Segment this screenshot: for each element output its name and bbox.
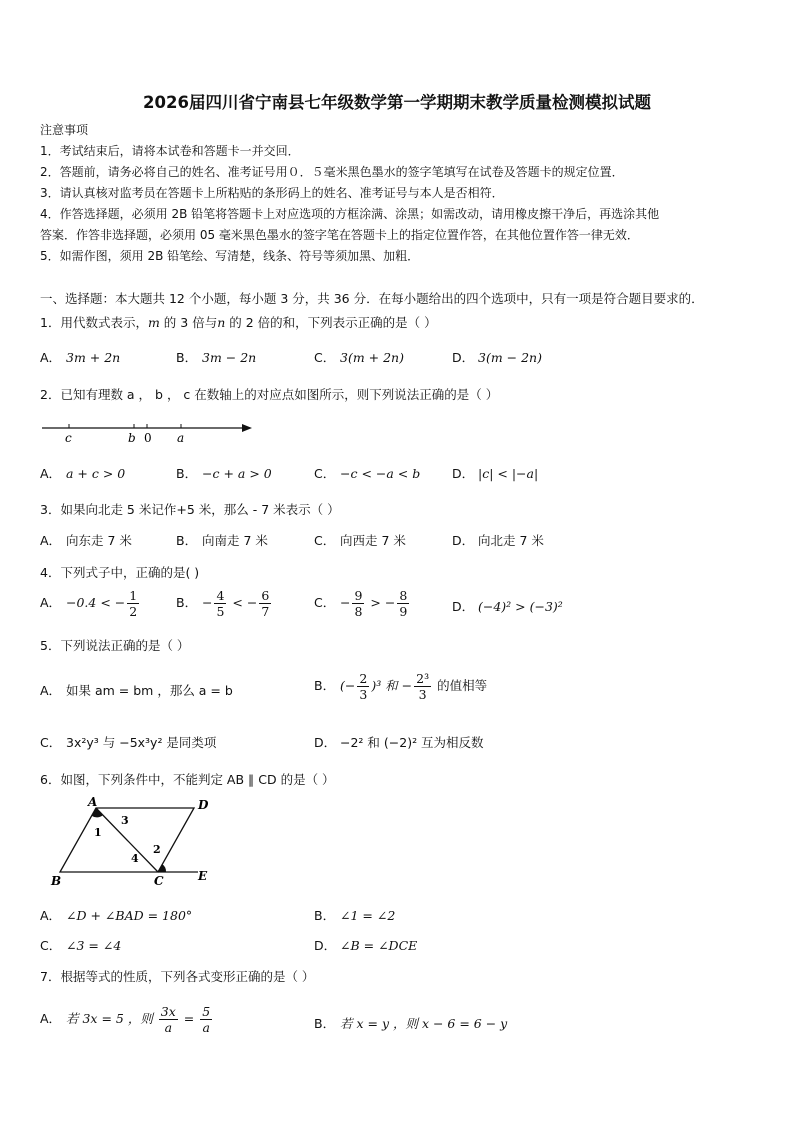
denominator: 8 [354,604,363,619]
option-label: D． [452,599,475,614]
option-label: C． [40,735,62,750]
fraction [414,671,431,702]
option-label: D． [314,938,337,953]
q4-option-c[interactable] [314,588,411,619]
option-expr: a + c > 0 [66,466,126,481]
question-4-stem: 4．下列式子中，正确的是( ) [40,565,200,580]
option-expr: > − [366,595,396,610]
q2-option-b[interactable] [176,464,272,482]
label-B: B [51,874,62,888]
option-expr: 向北走 7 米 [478,533,544,548]
option-label: B． [176,533,198,548]
option-expr: 3(m + 2n) [340,350,404,365]
option-expr: (− [340,678,356,693]
fraction [200,1004,212,1035]
option-expr: 3m − 2n [202,350,257,365]
option-expr: ∠3 = ∠4 [66,938,122,953]
q7-option-a[interactable] [40,1004,214,1035]
option-expr: 向东走 7 米 [66,533,132,548]
q5-option-c[interactable] [40,733,216,751]
option-expr: |c| < |−a| [478,466,539,481]
option-expr: 向南走 7 米 [202,533,268,548]
denominator: a [164,1020,173,1035]
note-line: 1．考试结束后，请将本试卷和答题卡一并交回． [40,144,300,158]
numerator: 6 [261,588,270,603]
fraction [127,588,139,619]
page-title: 2026届四川省宁南县七年级数学第一学期期末教学质量检测模拟试题 [143,93,651,112]
q7-option-b[interactable] [314,1014,507,1032]
option-expr: 3x²y³ 与 −5x³y² 是同类项 [66,735,217,750]
note-line: 4．作答选择题，必须用 2B 铅笔将答题卡上对应选项的方框涂满、涂黑；如需改动，请用橡皮擦干净后，再选涂其他 [40,207,660,221]
q6-option-c[interactable] [40,936,121,954]
denominator: 9 [399,604,408,619]
q6-option-b[interactable] [314,906,395,924]
denominator: a [202,1020,210,1035]
question-6-stem: 6．如图，下列条件中，不能判定 AB ∥ CD 的是（ ） [40,772,335,787]
denominator: 2 [129,604,138,619]
q3-option-c[interactable] [314,531,406,549]
fraction [259,588,271,619]
note-line: 2．答题前，请务必将自己的姓名、准考证号用０．５毫米黑色墨水的签字笔填写在试卷及答题卡的规定位置． [40,165,624,179]
option-label: B． [176,350,198,365]
option-expr: 3m + 2n [66,350,121,365]
option-expr: − [340,595,351,610]
angle-2-label: 2 [153,843,161,856]
option-expr: −2² 和 (−2)² 互为相反数 [340,735,484,750]
option-label: A． [40,350,62,365]
q6-option-d[interactable] [314,936,417,954]
option-label: C． [314,466,336,481]
option-label: C． [314,350,336,365]
option-label: B． [176,466,198,481]
q1-stem-part: 的 2 倍的和，下列表示正确的是（ ） [225,315,437,330]
q1-option-c[interactable] [314,348,404,366]
q2-option-d[interactable] [452,464,538,482]
option-label: C． [40,938,62,953]
option-expr: −c + a > 0 [202,466,272,481]
option-label: B． [314,1016,336,1031]
option-expr: ∠1 = ∠2 [340,908,396,923]
option-expr: 若 x = y ，则 x − 6 = 6 − y [340,1016,508,1031]
numerator: 2³ [416,671,430,686]
option-label: C． [314,595,336,610]
angle-1-label: 1 [94,826,102,839]
q4-option-b[interactable] [176,588,273,619]
option-label: D． [452,466,475,481]
fraction [159,1004,178,1035]
option-label: B． [314,678,336,693]
option-expr: − [202,595,213,610]
q1-option-d[interactable] [452,348,542,366]
parallelogram-figure [46,796,216,888]
q1-option-a[interactable] [40,348,120,366]
option-expr: ∠D + ∠BAD = 180° [66,908,193,923]
axis-label-a: a [177,431,185,444]
q3-option-d[interactable] [452,531,544,549]
q4-option-d[interactable] [452,597,563,615]
option-label: C． [314,533,336,548]
q6-option-a[interactable] [40,906,192,924]
question-7-stem: 7．根据等式的性质，下列各式变形正确的是（ ） [40,969,315,984]
q4-option-a[interactable] [40,588,141,619]
label-E: E [198,869,208,883]
note-line: 3．请认真核对监考员在答题卡上所粘贴的条形码上的姓名、准考证号与本人是否相符． [40,186,504,200]
q1-var-m: m [147,315,160,330]
option-expr: 的值相等 [433,678,488,693]
option-label: A． [40,908,62,923]
q2-option-a[interactable] [40,464,125,482]
option-expr: < − [228,595,258,610]
option-label: D． [452,350,475,365]
q1-var-n: n [217,315,226,330]
option-label: A． [40,683,62,698]
axis-label-b: b [128,431,136,444]
option-expr: = [179,1011,199,1026]
label-D: D [198,798,209,812]
option-label: A． [40,1011,62,1026]
q2-option-c[interactable] [314,464,420,482]
option-label: A． [40,595,62,610]
q5-option-b[interactable] [314,671,487,702]
denominator: 5 [216,604,225,619]
option-expr: 如果 am = bm ，那么 a = b [66,683,233,698]
axis-label-c: c [65,431,72,444]
angle-4-label: 4 [131,852,139,865]
option-label: B． [176,595,198,610]
option-expr: −0.4 < − [66,595,126,610]
q1-option-b[interactable] [176,348,256,366]
option-expr: )³ 和 − [371,678,413,693]
question-2-stem: 2．已知有理数 a ， b ， c 在数轴上的对应点如图所示，则下列说法正确的是（ ） [40,387,499,402]
label-C: C [154,874,164,888]
fraction [214,588,226,619]
numerator: 4 [216,588,225,603]
option-expr: −c < −a < b [340,466,421,481]
option-label: A． [40,533,62,548]
label-A: A [88,796,98,809]
denominator: 7 [261,604,270,619]
q5-option-a[interactable] [40,681,233,699]
option-expr: (−4)² > (−3)² [478,599,563,614]
option-label: D． [452,533,475,548]
section-heading: 一、选择题：本大题共 12 个小题，每小题 3 分，共 36 分．在每小题给出的四个选项中，只有一项是符合题目要求的． [40,291,704,306]
note-line: 答案．作答非选择题，必须用 05 毫米黑色墨水的签字笔在答题卡上的指定位置作答，在其他位置作答一律无效． [40,228,639,242]
q3-option-a[interactable] [40,531,132,549]
question-1-stem [40,313,437,331]
question-3-stem: 3．如果向北走 5 米记作+5 米，那么 - 7 米表示（ ） [40,502,340,517]
option-label: D． [314,735,337,750]
option-label: A． [40,466,62,481]
q1-stem-part: 1．用代数式表示， [40,315,148,330]
q3-option-b[interactable] [176,531,268,549]
fraction [352,588,364,619]
numerator: 9 [354,588,363,603]
number-line-figure [40,418,260,444]
axis-label-zero: 0 [144,431,152,444]
option-label: B． [314,908,336,923]
numerator: 8 [399,588,408,603]
note-line: 5．如需作图，须用 2B 铅笔绘、写清楚，线条、符号等须加黑、加粗． [40,249,420,263]
q1-stem-part: 的 3 倍与 [159,315,218,330]
denominator: 3 [359,687,368,702]
numerator: 1 [129,588,138,603]
option-expr: 3(m − 2n) [478,350,542,365]
angle-3-label: 3 [121,814,129,827]
numerator: 3x [160,1004,176,1019]
notes-heading: 注意事项 [40,123,89,137]
denominator: 3 [418,687,427,702]
option-expr: ∠B = ∠DCE [340,938,418,953]
fraction [397,588,409,619]
question-5-stem: 5．下列说法正确的是（ ） [40,638,190,653]
option-expr: 向西走 7 米 [340,533,406,548]
numerator: 2 [359,671,368,686]
numerator: 5 [202,1004,211,1019]
option-expr: 若 3x = 5 ，则 [66,1011,157,1026]
fraction [357,671,369,702]
q5-option-d[interactable] [314,733,484,751]
